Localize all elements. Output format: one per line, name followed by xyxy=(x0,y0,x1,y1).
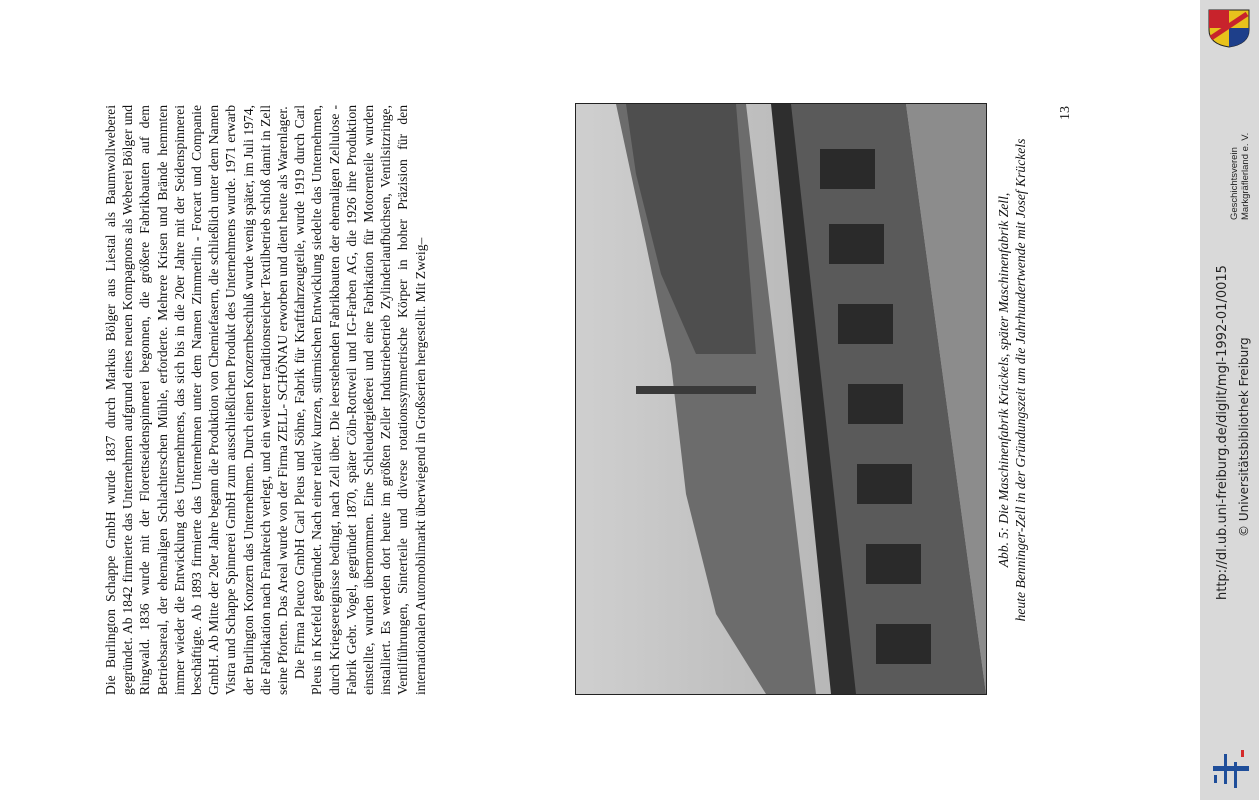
citation-block xyxy=(1212,200,1257,600)
paragraph-pleuco: Die Firma Pleuco GmbH Carl Pleus und Söhne, Fabrik für Kraftfahrzeugteile, wurde 1919 durch Carl Pleus in Krefeld gegründet. Nach einer relativ kurzen, stürmischen Entwicklung siedelte das Unternehmen, durch Kriegsereignisse bedingt, nach Zell über. Die leerstehenden Fabrikbauten der ehemaligen Zellulose - Fabrik Gebr. Vogel, gegründet 1870, später Cöln-Rottweil und IG-Farben AG, die 1926 ihre Produktion einstellte, wurden übernommen. Eine Schleudergießerei und eine Fabrikation für Motorenteile wurden installiert. Es werden dort heute im größten Zeller Industriebetrieb Zylinderlaufbüchsen, Ventilsitzringe, Ventilführungen, Sinterteile und diverse rotationssymmetrische Körper in hoher Präzision für den internationalen Automobilmarkt überwiegend in Großserien hergestellt. Mit Zweig– xyxy=(292,105,428,695)
society-name-line-1: Geschichtsverein xyxy=(1229,147,1240,220)
library-logo-icon[interactable] xyxy=(1210,748,1252,790)
caption-line-2: heute Benninger-Zell in der Gründungszeit um die Jahrhundertwende mit Josef Krückels xyxy=(1013,138,1028,622)
copyright-text: © Universitätsbibliothek Freiburg xyxy=(1237,337,1251,537)
factory-photo xyxy=(575,103,987,695)
society-name-line-2: Markgräflerland e. V. xyxy=(1239,132,1251,220)
factory-photo-image xyxy=(576,104,986,694)
paragraph-burlington: Die Burlington Schappe GmbH wurde 1837 durch Markus Bölger aus Liestal als Baumwollweberei gegründet. Ab 1842 firmierte das Unternehmen aufgrund eines neuen Kompagnons als Weberei Bölger und Ringwald. 1836 wurde mit der Florettseidenspinnerei begonnen, die größere Fabrikbauten auf dem Betriebsareal, der ehemaligen Schlachterschen Mühle, erforderte. Mehrere Krisen und Brände hemmten immer wieder die Entwicklung des Unternehmens, das sich bis in die 20er Jahre mit der Seidenspinnerei beschäftigte. Ab 1893 firmierte das Unternehmen unter dem Namen Zimmerlin - Forcart und Companie GmbH. Ab Mitte der 20er Jahre begann die Produktion von Chemiefasern, die schließlich unter dem Namen Vistra und Schappe Spinnerei GmbH zum ausschließlichen Produkt des Unternehmens wurde. 1971 erwarb der Burlington Konzern das Unternehmen. Durch einen Konzernbeschluß wurde wenig später, im Juli 1974, die Fabrikation nach Frankreich verlegt, und ein weiterer traditionsreicher Textilbetrieb schloß damit in Zell seine Pforten. Das Areal wurde von der Firma ZELL- SCHÖNAU erworben und dient heute als Warenlager. xyxy=(103,105,291,695)
caption-line-1: Abb. 5: Die Maschinenfabrik Krückels, später Maschinenfabrik Zell, xyxy=(996,192,1011,568)
photo-caption xyxy=(995,110,1029,650)
permalink-url[interactable]: http://dl.ub.uni-freiburg.de/diglit/mgl-1992-01/0015 xyxy=(1215,265,1230,600)
coat-of-arms-icon xyxy=(1207,8,1251,48)
body-text xyxy=(102,105,429,695)
page-number: 13 xyxy=(1058,106,1073,120)
society-label xyxy=(1230,60,1250,220)
